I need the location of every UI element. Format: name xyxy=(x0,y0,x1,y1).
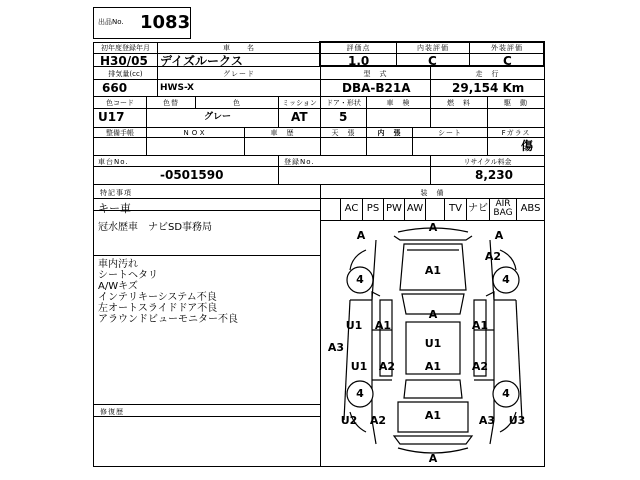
header-drive: 駆 動 xyxy=(504,99,528,107)
header-special-notes: 特記事項 xyxy=(100,189,132,197)
lot-number: 1083 xyxy=(140,12,191,33)
remark-item: インテリキーシステム不良 xyxy=(98,292,217,303)
doors-value: 5 xyxy=(339,110,348,124)
transmission-value: AT xyxy=(291,110,308,124)
equipment-ps: PS xyxy=(366,203,380,214)
damage-mark: U3 xyxy=(508,414,526,427)
header-seat: シート xyxy=(438,129,462,137)
header-headliner: 天 張 xyxy=(331,129,356,137)
color-value: グレー xyxy=(204,112,232,122)
damage-mark: U1 xyxy=(345,319,363,332)
displacement-value: 660 xyxy=(102,81,128,95)
header-inspection: 車 検 xyxy=(386,99,411,107)
equipment-navi: ナビ xyxy=(468,203,488,214)
header-exterior-grade: 外装評価 xyxy=(491,44,523,52)
damage-mark: U1 xyxy=(424,337,442,350)
damage-mark: A3 xyxy=(327,341,345,354)
equipment-tv: TV xyxy=(449,203,462,214)
remark-item: シートヘタリ xyxy=(98,270,158,281)
damage-mark: A1 xyxy=(471,319,489,332)
damage-mark: A1 xyxy=(374,319,392,332)
header-color-code: 色コード xyxy=(106,99,134,107)
damage-mark: A xyxy=(494,229,504,242)
header-equipment: 装 備 xyxy=(420,189,445,197)
damage-mark: A1 xyxy=(424,360,442,373)
grade-value: HWS-X xyxy=(160,83,194,93)
damage-mark: A xyxy=(356,229,366,242)
damage-mark: 4 xyxy=(356,387,364,400)
header-fuel: 燃 料 xyxy=(447,99,471,107)
score-value: 1.0 xyxy=(348,54,370,68)
color-code-value: U17 xyxy=(98,110,125,124)
header-chassis-number: 車台No. xyxy=(98,158,129,166)
remark-item: 車内汚れ xyxy=(98,259,138,270)
header-score: 評価点 xyxy=(346,44,371,52)
header-recycle-fee: リサイクル料金 xyxy=(463,158,512,166)
damage-mark: U1 xyxy=(350,360,368,373)
damage-mark: U2 xyxy=(340,414,358,427)
header-first-registration: 初年度登録年月 xyxy=(101,44,150,52)
equipment-airbag: AIR BAG xyxy=(493,199,513,218)
damage-mark: A2 xyxy=(484,250,502,263)
damage-mark: A xyxy=(428,221,438,234)
header-car-name: 車 名 xyxy=(223,44,255,52)
damage-mark: 4 xyxy=(502,273,510,286)
equipment-pw: PW xyxy=(386,203,402,214)
header-registration-number: 登録No. xyxy=(284,158,315,166)
header-grade: グレード xyxy=(223,70,255,78)
header-interior-trim: 内 張 xyxy=(377,129,402,137)
damage-mark: A1 xyxy=(424,409,442,422)
mileage-value: 29,154 Km xyxy=(452,81,525,95)
header-interior-grade: 内装評価 xyxy=(417,44,449,52)
equipment-ac: AC xyxy=(344,203,359,214)
damage-mark: A1 xyxy=(424,264,442,277)
special-note-line-2: 冠水歴車 ナビSD事務局 xyxy=(98,222,213,233)
damage-mark: A2 xyxy=(378,360,396,373)
damage-mark: A2 xyxy=(369,414,387,427)
model-value: DBA-B21A xyxy=(342,81,411,95)
header-mileage: 走 行 xyxy=(475,70,500,78)
remark-item: A/Wキズ xyxy=(98,281,138,292)
header-color: 色 xyxy=(233,99,241,107)
first-registration-value: H30/05 xyxy=(100,54,148,68)
remark-item: アラウンドビューモニター不良 xyxy=(98,314,238,325)
header-front-glass: Fガラス xyxy=(501,129,531,137)
damage-mark: A xyxy=(428,308,438,321)
damage-mark: A2 xyxy=(471,360,489,373)
header-displacement: 排気量(cc) xyxy=(108,70,143,78)
header-nox: NOX xyxy=(183,129,208,137)
damage-mark: A3 xyxy=(478,414,496,427)
front-glass-value: 傷 xyxy=(521,139,534,153)
header-transmission: ミッション xyxy=(282,99,317,107)
equipment-abs: ABS xyxy=(520,203,541,214)
lot-label: 出品No. xyxy=(98,18,124,26)
interior-grade-value: C xyxy=(428,54,437,68)
damage-mark: A xyxy=(428,452,438,465)
recycle-fee-value: 8,230 xyxy=(475,168,513,182)
header-vehicle-history: 車 歴 xyxy=(270,129,295,137)
exterior-grade-value: C xyxy=(503,54,512,68)
special-note-line-1: キー車 xyxy=(98,202,131,215)
header-maintenance-book: 整備手帳 xyxy=(106,129,134,137)
damage-mark: 4 xyxy=(356,273,364,286)
chassis-number-value: -0501590 xyxy=(160,168,224,182)
remark-item: 左オートスライドドア不良 xyxy=(98,303,218,314)
header-doors: ドア・形状 xyxy=(326,99,361,107)
car-name-value: デイズルークス xyxy=(160,54,243,68)
header-repair-history: 修復歴 xyxy=(100,408,124,416)
header-model: 型 式 xyxy=(363,70,388,78)
header-recolor: 色替 xyxy=(163,99,179,107)
equipment-aw: AW xyxy=(406,203,424,214)
damage-mark: 4 xyxy=(502,387,510,400)
